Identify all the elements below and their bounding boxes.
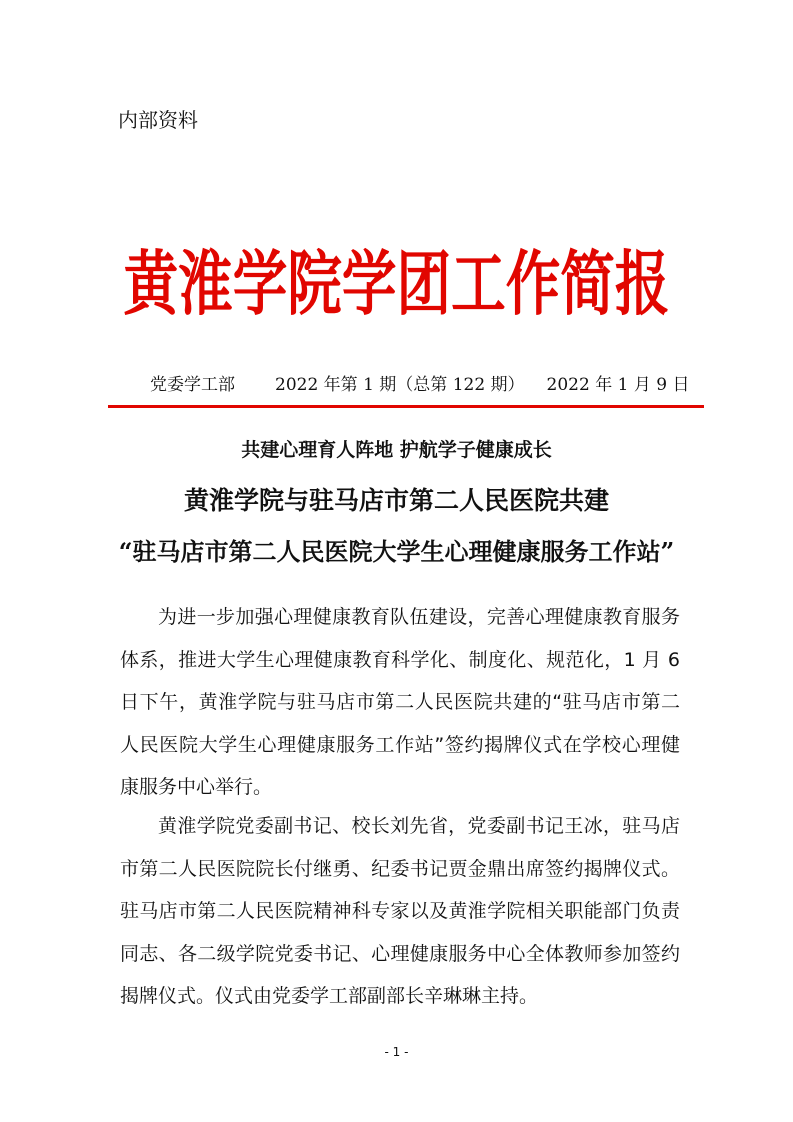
masthead-title: 黄淮学院学团工作简报 xyxy=(123,242,670,325)
page-number: - 1 - xyxy=(384,1045,409,1059)
paragraph-text: 为进一步加强心理健康教育队伍建设，完善心理健康教育服务体系，推进大学生心理健康教育科学化、制度化、规范化，1 月 6 日下午，黄淮学院与驻马店市第二人民医院共建的“驻马店市第二人民医院大学生心理健康服务工作站”签约揭牌仪式在学校心理健康服务中心举行。 xyxy=(120,606,680,799)
paragraph-text: 黄淮学院党委副书记、校长刘先省，党委副书记王冰，驻马店市第二人民医院院长付继勇、纪委书记贾金鼎出席签约揭牌仪式。驻马店市第二人民医院精神科专家以及黄淮学院相关职能部门负责同志、各二级学院党委书记、心理健康服务中心全体教师参加签约揭牌仪式。仪式由党委学工部副部长辛琳琳主持。 xyxy=(120,815,680,1008)
issue-date: 2022 年 1 月 9 日 xyxy=(546,375,690,395)
red-divider xyxy=(108,405,704,408)
issue-number: 2022 年第 1 期（总第 122 期） xyxy=(275,375,525,395)
body-paragraph-1 xyxy=(120,596,680,809)
issue-info-line xyxy=(150,370,689,395)
body-paragraph-2 xyxy=(120,805,680,1018)
classification-label: 内部资料 xyxy=(118,108,198,132)
issuer: 党委学工部 xyxy=(150,375,235,395)
article-subtitle: 共建心理育人阵地 护航学子健康成长 xyxy=(241,439,552,461)
article-headline-line1: 黄淮学院与驻马店市第二人民医院共建 xyxy=(183,486,609,515)
article-headline-line2: “驻马店市第二人民医院大学生心理健康服务工作站” xyxy=(118,537,675,566)
